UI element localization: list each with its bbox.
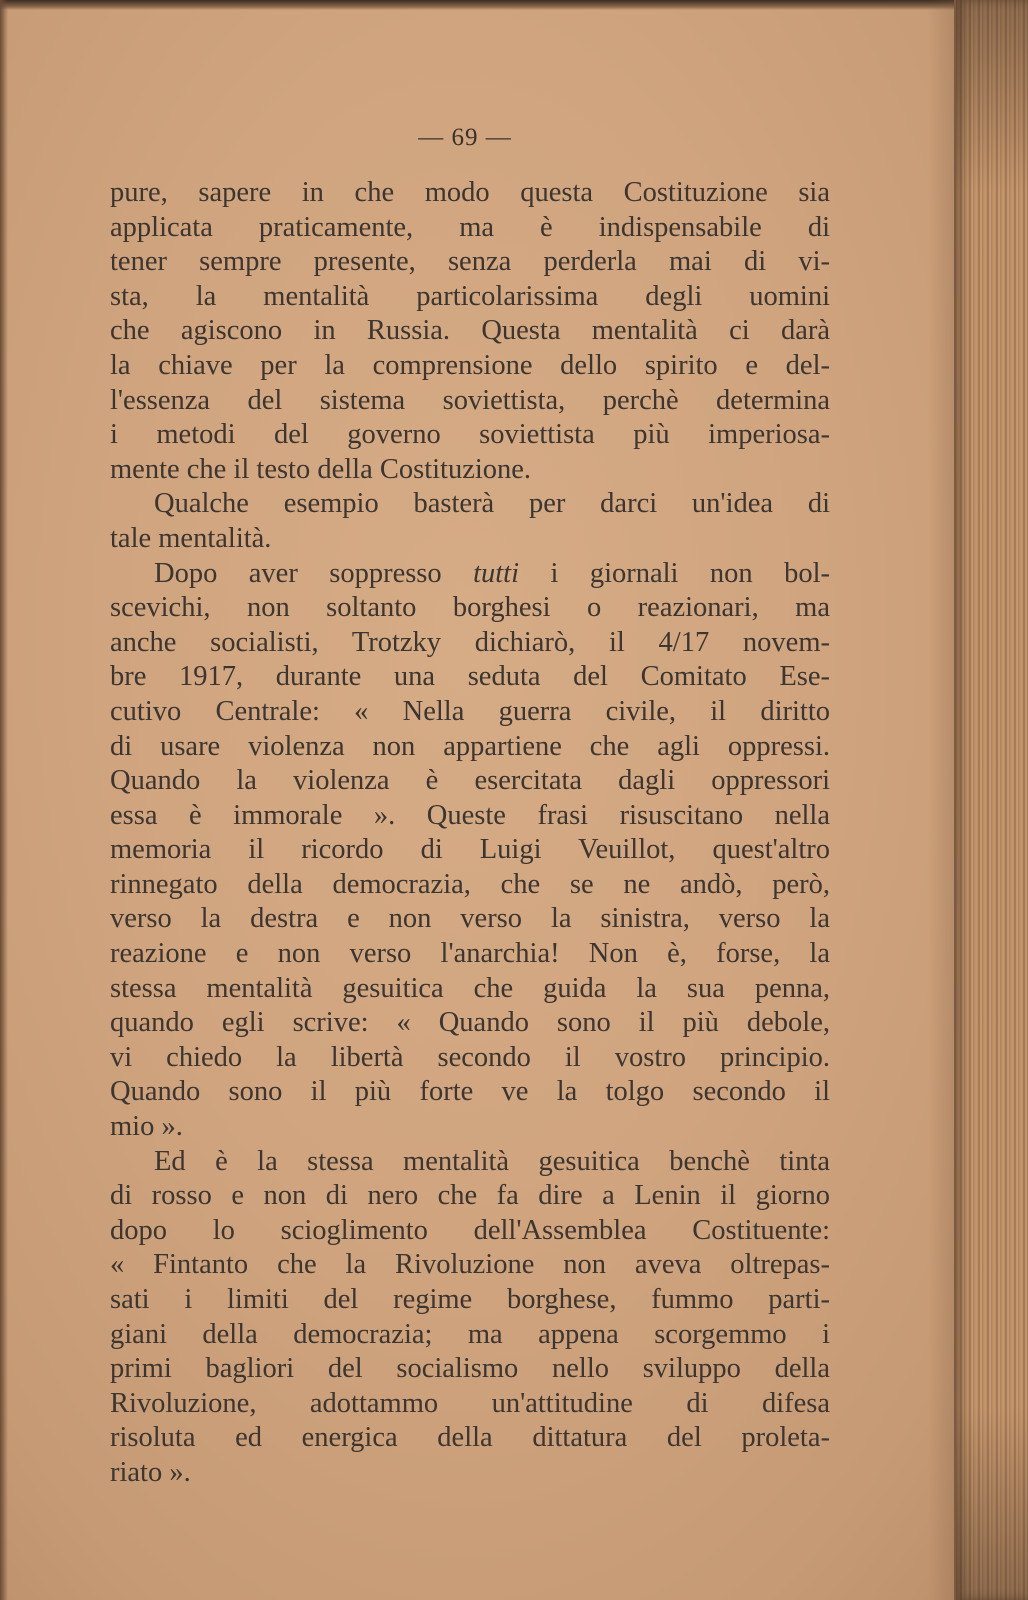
- body-text: [110, 176, 830, 1491]
- text-line: Quando la violenza è esercitata dagli oppressori: [110, 765, 830, 797]
- text-line: Ed è la stessa mentalità gesuitica benchè tinta: [154, 1145, 830, 1177]
- page-number: — 69 —: [418, 124, 512, 151]
- line-suffix: i giornali non bol-: [519, 557, 830, 589]
- page-left-edge: [0, 0, 8, 1600]
- text-line: i metodi del governo soviettista più imperiosa-: [110, 419, 830, 451]
- text-line: memoria il ricordo di Luigi Veuillot, quest'altro: [110, 834, 830, 866]
- text-line: vi chiedo la libertà secondo il vostro principio.: [110, 1041, 830, 1073]
- text-line: mio ».: [110, 1111, 183, 1143]
- text-line: mente che il testo della Costituzione.: [110, 453, 532, 485]
- text-line: primi bagliori del socialismo nello sviluppo della: [110, 1353, 830, 1385]
- text-line: giani della democrazia; ma appena scorgemmo i: [110, 1318, 830, 1350]
- text-line: sati i limiti del regime borghese, fummo parti-: [110, 1284, 830, 1315]
- paragraph: [110, 557, 830, 1145]
- text-line: sta, la mentalità particolarissima degli uomini: [110, 280, 830, 312]
- text-line: l'essenza del sistema soviettista, perchè determina: [110, 384, 830, 416]
- text-line: Qualche esempio basterà per darci un'idea di: [154, 488, 830, 520]
- text-line: stessa mentalità gesuitica che guida la sua penna,: [110, 972, 830, 1004]
- paragraph: [110, 1145, 830, 1491]
- text-line-with-italic: [110, 557, 830, 592]
- text-line: tener sempre presente, senza perderla mai di vi-: [110, 246, 830, 278]
- text-line: quando egli scrive: « Quando sono il più debole,: [110, 1007, 830, 1039]
- text-line: Quando sono il più forte ve la tolgo secondo il: [110, 1076, 830, 1108]
- text-line: riato ».: [110, 1456, 191, 1488]
- text-line: tale mentalità.: [110, 522, 272, 554]
- text-line: anche socialisti, Trotzky dichiarò, il 4/17 novem-: [110, 626, 830, 658]
- text-line: scevichi, non soltanto borghesi o reazionari, ma: [110, 592, 830, 624]
- text-line: di usare violenza non appartiene che agli oppressi.: [110, 730, 830, 762]
- text-line: risoluta ed energica della dittatura del proleta-: [110, 1422, 830, 1454]
- text-line: bre 1917, durante una seduta del Comitato Ese-: [110, 661, 830, 693]
- text-line: verso la destra e non verso la sinistra, verso la: [110, 903, 830, 935]
- page-top-edge: [0, 0, 1028, 10]
- text-line: Rivoluzione, adottammo un'attitudine di difesa: [110, 1387, 830, 1419]
- text-line: cutivo Centrale: « Nella guerra civile, il diritto: [110, 695, 830, 727]
- paragraph: [110, 176, 830, 487]
- italic-word: tutti: [473, 557, 520, 589]
- text-line: che agiscono in Russia. Questa mentalità ci darà: [110, 315, 830, 347]
- text-line: di rosso e non di nero che fa dire a Lenin il giorno: [110, 1180, 830, 1212]
- text-line: la chiave per la comprensione dello spirito e del-: [110, 349, 830, 381]
- text-line: dopo lo scioglimento dell'Assemblea Costituente:: [110, 1214, 830, 1246]
- paragraph: [110, 487, 830, 556]
- line-prefix: Dopo aver soppresso: [154, 557, 474, 589]
- text-line: rinnegato della democrazia, che se ne andò, però,: [110, 868, 830, 900]
- text-line: applicata praticamente, ma è indispensabile di: [110, 211, 830, 243]
- text-line: essa è immorale ». Queste frasi risuscitano nella: [110, 799, 830, 831]
- stacked-page-edges: [954, 0, 1028, 1600]
- text-line: pure, sapere in che modo questa Costituzione sia: [110, 177, 830, 208]
- text-line: reazione e non verso l'anarchia! Non è, forse, la: [110, 938, 830, 970]
- text-line: « Fintanto che la Rivoluzione non aveva oltrepas-: [110, 1249, 830, 1281]
